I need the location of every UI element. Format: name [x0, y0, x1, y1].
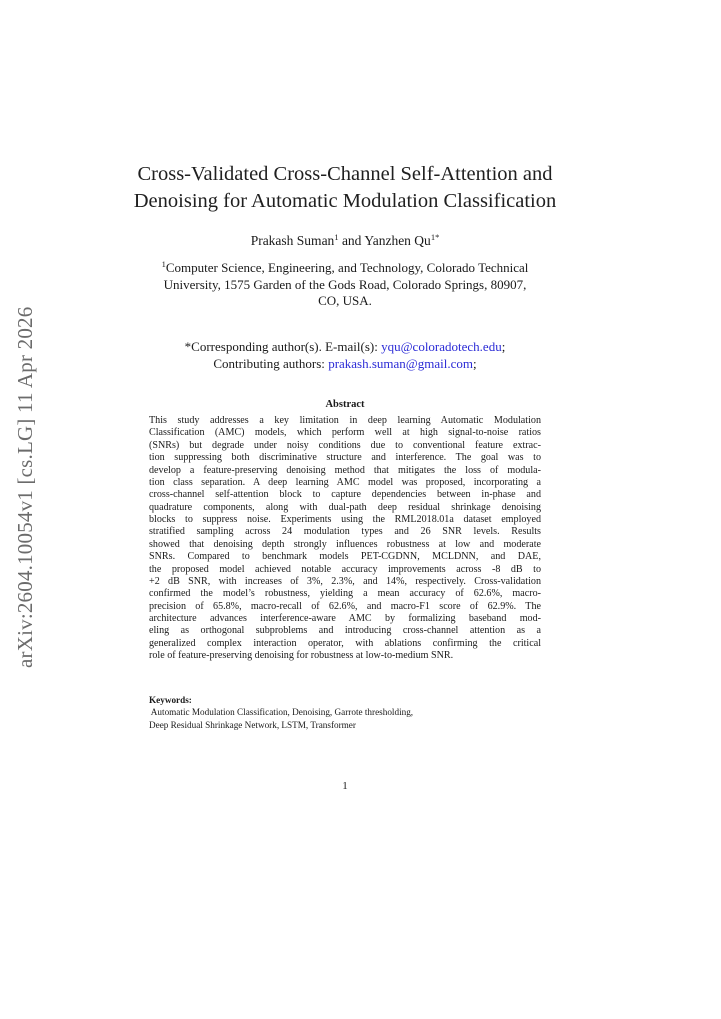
corresponding-label: *Corresponding author(s). E-mail(s): — [184, 339, 382, 354]
abstract-line: blocks to suppress noise. Experiments using the RML2018.01a dataset employed — [149, 514, 541, 525]
keywords-line: Deep Residual Shrinkage Network, LSTM, Transformer — [149, 719, 356, 730]
abstract-line: (SNRs) but degrade under noisy conditions due to conventional feature extrac- — [149, 439, 541, 451]
abstract-line: architecture advances interference-aware AMC by formalizing baseband mod- — [149, 613, 541, 624]
affiliation-line — [60, 260, 630, 277]
abstract-line: develop a feature-preserving denoising method that mitigates the loss of modula- — [149, 464, 541, 476]
abstract-line: +2 dB SNR, with increases of 3%, 2.3%, and 14%, respectively. Cross-validation — [149, 575, 541, 587]
abstract-line: This study addresses a key limitation in deep learning Automatic Modulation — [149, 415, 541, 426]
abstract-line: eling as orthogonal subproblems and introducing cross-channel attention as a — [149, 625, 541, 637]
affiliation-mark: 1 — [161, 259, 166, 269]
corresponding-author-line — [60, 338, 630, 355]
keywords-label: Keywords: — [149, 695, 192, 705]
author-affiliation-mark: 1 — [334, 232, 339, 242]
keywords-line — [149, 694, 541, 719]
separator: ; — [473, 356, 477, 371]
affiliation — [60, 260, 630, 310]
affiliation-line: CO, USA. — [318, 293, 372, 308]
abstract-line: tion suppressing both discriminative structure and interference. The goal was to — [149, 452, 541, 464]
contributing-email-link[interactable]: prakash.suman@gmail.com — [328, 356, 474, 371]
author-name: Yanzhen Qu — [364, 233, 431, 248]
corresponding-email-link[interactable]: yqu@coloradotech.edu — [381, 339, 502, 354]
separator: ; — [501, 339, 506, 354]
abstract-line: tion class separation. A deep learning AMC model was proposed, incorporating a — [149, 476, 541, 488]
contributing-label: Contributing authors: — [213, 356, 329, 371]
contact-info — [60, 338, 630, 372]
abstract-line: generalized complex interaction operator, with ablations confirming the critical — [149, 637, 541, 649]
abstract-line: showed that denoising depth strongly influences robustness at low and moderate — [149, 538, 541, 550]
author-affiliation-mark: 1* — [430, 232, 440, 242]
abstract-line: quadrature components, along with dual-path deep residual shrinkage denoising — [149, 501, 541, 513]
abstract-body — [149, 415, 541, 663]
abstract-line: Classification (AMC) models, which perform well at high signal-to-noise ratios — [149, 427, 541, 439]
affiliation-line: University, 1575 Garden of the Gods Road, Colorado Springs, 80907, — [163, 276, 527, 292]
abstract-line: SNRs. Compared to benchmark models PET-CGDNN, MCLDNN, and DAE, — [149, 551, 541, 563]
abstract-heading: Abstract — [325, 399, 365, 410]
arxiv-identifier: arXiv:2604.10054v1 [cs.LG] 11 Apr 2026 — [13, 306, 37, 668]
affiliation-text: Computer Science, Engineering, and Technology, Colorado Technical — [165, 260, 529, 275]
contributing-authors-line — [60, 355, 630, 372]
author-conjunction: and — [338, 233, 365, 248]
title-line: Cross-Validated Cross-Channel Self-Attention and — [137, 163, 553, 185]
abstract-line: confirmed the model’s robustness, yielding a mean accuracy of 62.6%, macro- — [149, 588, 541, 600]
abstract-line: stratified sampling across 24 modulation types and 26 SNR levels. Results — [149, 526, 541, 538]
author-list — [60, 232, 630, 250]
keywords — [149, 694, 541, 731]
abstract-line: the proposed model achieved notable accuracy improvements across -8 dB to — [149, 563, 541, 575]
keywords-text: Automatic Modulation Classification, Denoising, Garrote thresholding, — [149, 707, 414, 718]
paper-title — [60, 161, 630, 215]
title-line: Denoising for Automatic Modulation Classification — [133, 190, 557, 212]
abstract-line: cross-channel self-attention block to capture dependencies between in-phase and — [149, 489, 541, 501]
page-number: 1 — [342, 780, 348, 792]
author-name: Prakash Suman — [250, 233, 335, 248]
abstract-line: precision of 65.8%, macro-recall of 62.6%, and macro-F1 score of 62.9%. The — [149, 600, 541, 612]
abstract-line: role of feature-preserving denoising for robustness at low-to-medium SNR. — [149, 650, 454, 662]
